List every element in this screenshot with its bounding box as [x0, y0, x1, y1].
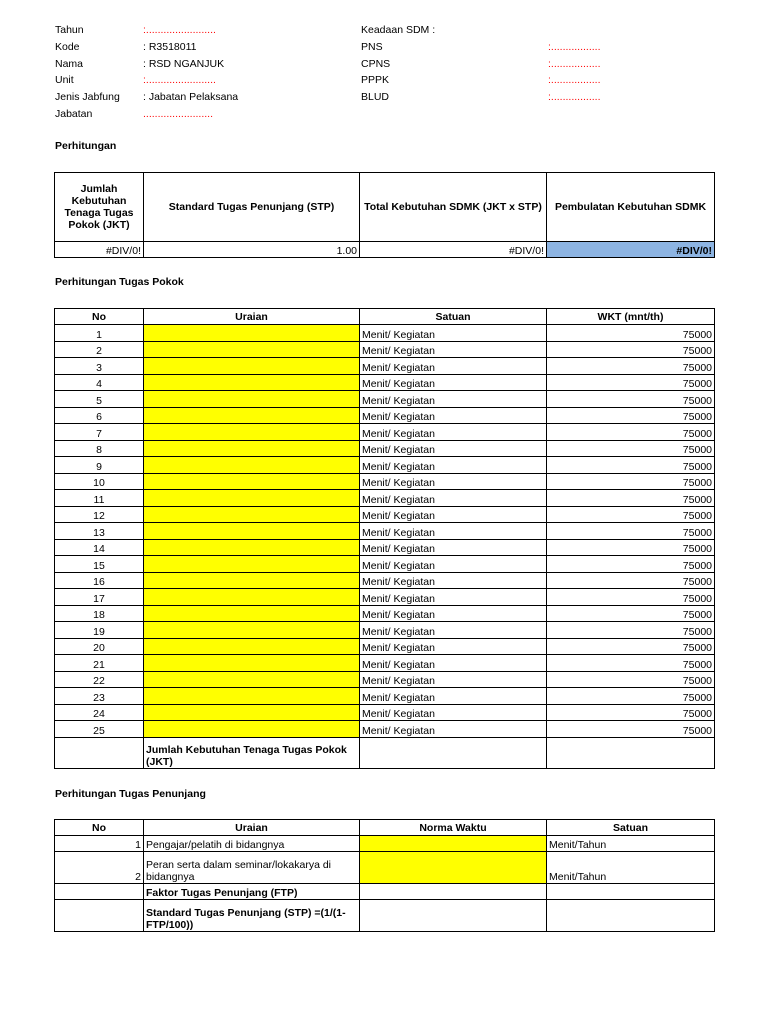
pn-ftp-value	[360, 884, 547, 900]
tp-row-no: 10	[55, 473, 144, 490]
table-row	[55, 506, 715, 523]
tp-row-no: 5	[55, 391, 144, 408]
value-total-kebutuhan: #DIV/0!	[360, 242, 547, 258]
pn-header-norma-waktu: Norma Waktu	[360, 820, 547, 836]
table-row	[55, 638, 715, 655]
value-pns[interactable]: :.................	[548, 41, 601, 53]
label-pppk: PPPK	[361, 74, 390, 86]
tp-row-satuan: Menit/ Kegiatan	[360, 325, 547, 342]
tp-row-no: 3	[55, 358, 144, 375]
tp-row-uraian-input[interactable]	[144, 506, 360, 523]
label-tahun: Tahun	[55, 24, 84, 36]
tp-row-satuan: Menit/ Kegiatan	[360, 539, 547, 556]
tp-row-uraian-input[interactable]	[144, 490, 360, 507]
label-pns: PNS	[361, 41, 383, 53]
table-row	[55, 440, 715, 457]
tp-row-wkt: 75000	[547, 721, 715, 738]
tp-row-satuan: Menit/ Kegiatan	[360, 605, 547, 622]
pn-stp-no	[55, 900, 144, 932]
tp-row-wkt: 75000	[547, 374, 715, 391]
tp-row-wkt: 75000	[547, 407, 715, 424]
tp-row-uraian-input[interactable]	[144, 358, 360, 375]
table-row	[55, 556, 715, 573]
tp-row-no: 15	[55, 556, 144, 573]
tp-row-no: 12	[55, 506, 144, 523]
tp-header-satuan: Satuan	[360, 309, 547, 325]
value-jabatan[interactable]: ........................	[143, 108, 214, 120]
table-row	[55, 572, 715, 589]
tp-header-wkt: WKT (mnt/th)	[547, 309, 715, 325]
tp-row-uraian-input[interactable]	[144, 589, 360, 606]
header-total-kebutuhan: Total Kebutuhan SDMK (JKT x STP)	[360, 173, 547, 242]
tugas-pokok-title: Perhitungan Tugas Pokok	[55, 276, 184, 288]
tp-row-no: 21	[55, 655, 144, 672]
pn-header-no: No	[55, 820, 144, 836]
tp-row-no: 19	[55, 622, 144, 639]
pn-row-satuan: Menit/Tahun	[547, 836, 715, 852]
tp-row-satuan: Menit/ Kegiatan	[360, 407, 547, 424]
tp-row-no: 2	[55, 341, 144, 358]
table-row	[55, 721, 715, 738]
table-row	[55, 374, 715, 391]
table-row	[55, 688, 715, 705]
table-row	[55, 622, 715, 639]
tp-row-no: 24	[55, 704, 144, 721]
tp-row-satuan: Menit/ Kegiatan	[360, 440, 547, 457]
tp-row-no: 8	[55, 440, 144, 457]
label-nama: Nama	[55, 58, 84, 70]
tp-row-uraian-input[interactable]	[144, 704, 360, 721]
tp-row-uraian-input[interactable]	[144, 622, 360, 639]
tp-row-uraian-input[interactable]	[144, 556, 360, 573]
tp-row-wkt: 75000	[547, 506, 715, 523]
tp-row-uraian-input[interactable]	[144, 457, 360, 474]
tp-row-satuan: Menit/ Kegiatan	[360, 655, 547, 672]
tp-total-value	[547, 737, 715, 768]
tp-row-satuan: Menit/ Kegiatan	[360, 473, 547, 490]
tp-row-uraian-input[interactable]	[144, 539, 360, 556]
value-blud[interactable]: :.................	[548, 91, 601, 103]
tp-row-no: 17	[55, 589, 144, 606]
tp-row-uraian-input[interactable]	[144, 473, 360, 490]
header-jkt: Jumlah Kebutuhan Tenaga Tugas Pokok (JKT)	[55, 173, 144, 242]
table-row	[55, 407, 715, 424]
tp-row-no: 23	[55, 688, 144, 705]
tp-row-uraian-input[interactable]	[144, 638, 360, 655]
tp-header-uraian: Uraian	[144, 309, 360, 325]
tp-row-wkt: 75000	[547, 638, 715, 655]
value-tahun[interactable]: :........................	[143, 24, 216, 36]
label-cpns: CPNS	[361, 58, 391, 70]
header-pembulatan: Pembulatan Kebutuhan SDMK	[547, 173, 715, 242]
tp-row-wkt: 75000	[547, 556, 715, 573]
table-row	[55, 605, 715, 622]
tp-row-satuan: Menit/ Kegiatan	[360, 424, 547, 441]
pn-row-uraian: Peran serta dalam seminar/lokakarya di bidangnya	[144, 852, 360, 884]
tp-row-satuan: Menit/ Kegiatan	[360, 638, 547, 655]
tp-row-wkt: 75000	[547, 605, 715, 622]
pn-stp-value	[360, 900, 547, 932]
value-jenis-jabfung: : Jabatan Pelaksana	[143, 91, 239, 103]
tp-row-wkt: 75000	[547, 473, 715, 490]
tp-row-satuan: Menit/ Kegiatan	[360, 341, 547, 358]
tp-row-uraian-input[interactable]	[144, 655, 360, 672]
table-row	[55, 539, 715, 556]
tp-row-uraian-input[interactable]	[144, 721, 360, 738]
perhitungan-title: Perhitungan	[55, 140, 117, 152]
tp-row-wkt: 75000	[547, 589, 715, 606]
value-cpns[interactable]: :.................	[548, 58, 601, 70]
tp-row-satuan: Menit/ Kegiatan	[360, 688, 547, 705]
pn-row-norma-input[interactable]	[360, 852, 547, 884]
tp-row-uraian-input[interactable]	[144, 605, 360, 622]
tp-row-wkt: 75000	[547, 523, 715, 540]
keadaan-sdm-title: Keadaan SDM :	[361, 24, 436, 36]
tp-row-wkt: 75000	[547, 325, 715, 342]
tp-row-no: 7	[55, 424, 144, 441]
tp-row-satuan: Menit/ Kegiatan	[360, 704, 547, 721]
tp-row-no: 11	[55, 490, 144, 507]
tp-row-wkt: 75000	[547, 572, 715, 589]
tp-row-no: 22	[55, 671, 144, 688]
tp-row-uraian-input[interactable]	[144, 572, 360, 589]
pn-stp-satuan	[547, 900, 715, 932]
tp-row-satuan: Menit/ Kegiatan	[360, 589, 547, 606]
label-unit: Unit	[55, 74, 74, 86]
tp-row-uraian-input[interactable]	[144, 440, 360, 457]
value-unit[interactable]: :........................	[143, 74, 216, 86]
pn-row-satuan: Menit/Tahun	[547, 852, 715, 884]
tp-row-satuan: Menit/ Kegiatan	[360, 457, 547, 474]
table-row	[55, 523, 715, 540]
tp-row-satuan: Menit/ Kegiatan	[360, 490, 547, 507]
label-blud: BLUD	[361, 91, 390, 103]
tp-row-wkt: 75000	[547, 391, 715, 408]
tp-row-satuan: Menit/ Kegiatan	[360, 622, 547, 639]
label-kode: Kode	[55, 41, 80, 53]
tp-row-no: 25	[55, 721, 144, 738]
tp-row-no: 13	[55, 523, 144, 540]
table-row	[55, 490, 715, 507]
tp-row-satuan: Menit/ Kegiatan	[360, 572, 547, 589]
tp-row-satuan: Menit/ Kegiatan	[360, 374, 547, 391]
tp-row-wkt: 75000	[547, 671, 715, 688]
tugas-pokok-table	[54, 308, 715, 769]
tp-row-no: 14	[55, 539, 144, 556]
tp-row-no: 9	[55, 457, 144, 474]
table-row	[55, 391, 715, 408]
table-row	[55, 358, 715, 375]
tp-row-satuan: Menit/ Kegiatan	[360, 391, 547, 408]
tp-row-satuan: Menit/ Kegiatan	[360, 358, 547, 375]
label-jenis-jabfung: Jenis Jabfung	[55, 91, 120, 103]
tp-row-wkt: 75000	[547, 341, 715, 358]
tp-row-uraian-input[interactable]	[144, 374, 360, 391]
perhitungan-table	[54, 172, 715, 258]
tp-row-wkt: 75000	[547, 704, 715, 721]
tp-row-uraian-input[interactable]	[144, 341, 360, 358]
table-row	[55, 655, 715, 672]
tp-row-uraian-input[interactable]	[144, 424, 360, 441]
tp-header-no: No	[55, 309, 144, 325]
tugas-penunjang-table	[54, 819, 715, 932]
tp-row-no: 20	[55, 638, 144, 655]
table-row	[55, 473, 715, 490]
tp-total-label: Jumlah Kebutuhan Tenaga Tugas Pokok (JKT)	[144, 737, 360, 768]
label-jabatan: Jabatan	[55, 108, 93, 120]
tp-row-no: 18	[55, 605, 144, 622]
table-row	[55, 704, 715, 721]
tp-row-satuan: Menit/ Kegiatan	[360, 671, 547, 688]
pn-header-uraian: Uraian	[144, 820, 360, 836]
table-row	[55, 325, 715, 342]
tp-row-satuan: Menit/ Kegiatan	[360, 556, 547, 573]
tp-row-wkt: 75000	[547, 358, 715, 375]
tp-row-wkt: 75000	[547, 655, 715, 672]
tp-row-wkt: 75000	[547, 688, 715, 705]
pn-stp-label: Standard Tugas Penunjang (STP) =(1/(1-FTP/100))	[144, 900, 360, 932]
pn-row-no: 1	[55, 836, 144, 852]
pn-row-no: 2	[55, 852, 144, 884]
tp-row-wkt: 75000	[547, 440, 715, 457]
pn-row-uraian: Pengajar/pelatih di bidangnya	[144, 836, 360, 852]
tp-row-satuan: Menit/ Kegiatan	[360, 523, 547, 540]
tp-row-wkt: 75000	[547, 490, 715, 507]
tp-row-wkt: 75000	[547, 457, 715, 474]
pn-header-satuan: Satuan	[547, 820, 715, 836]
table-row	[55, 671, 715, 688]
pn-ftp-no	[55, 884, 144, 900]
tp-row-wkt: 75000	[547, 622, 715, 639]
tp-row-satuan: Menit/ Kegiatan	[360, 721, 547, 738]
pn-ftp-label: Faktor Tugas Penunjang (FTP)	[144, 884, 360, 900]
tp-row-no: 4	[55, 374, 144, 391]
tp-row-uraian-input[interactable]	[144, 671, 360, 688]
tp-total-no	[55, 737, 144, 768]
value-nama: : RSD NGANJUK	[143, 58, 225, 70]
tp-row-uraian-input[interactable]	[144, 325, 360, 342]
value-pppk[interactable]: :.................	[548, 74, 601, 86]
tp-row-satuan: Menit/ Kegiatan	[360, 506, 547, 523]
tp-row-no: 16	[55, 572, 144, 589]
tp-row-no: 1	[55, 325, 144, 342]
pn-ftp-satuan	[547, 884, 715, 900]
table-row	[55, 424, 715, 441]
tp-row-wkt: 75000	[547, 424, 715, 441]
value-pembulatan: #DIV/0!	[547, 242, 715, 258]
tp-total-satuan	[360, 737, 547, 768]
tp-row-uraian-input[interactable]	[144, 407, 360, 424]
tugas-penunjang-title: Perhitungan Tugas Penunjang	[55, 788, 206, 800]
pn-row-norma-input[interactable]	[360, 836, 547, 852]
value-jkt: #DIV/0!	[55, 242, 144, 258]
table-row	[55, 457, 715, 474]
table-row	[55, 589, 715, 606]
tp-row-uraian-input[interactable]	[144, 523, 360, 540]
tp-row-no: 6	[55, 407, 144, 424]
tp-row-uraian-input[interactable]	[144, 688, 360, 705]
tp-row-wkt: 75000	[547, 539, 715, 556]
tp-row-uraian-input[interactable]	[144, 391, 360, 408]
table-row	[55, 341, 715, 358]
value-kode: : R3518011	[143, 41, 197, 53]
header-stp: Standard Tugas Penunjang (STP)	[144, 173, 360, 242]
value-stp: 1.00	[144, 242, 360, 258]
